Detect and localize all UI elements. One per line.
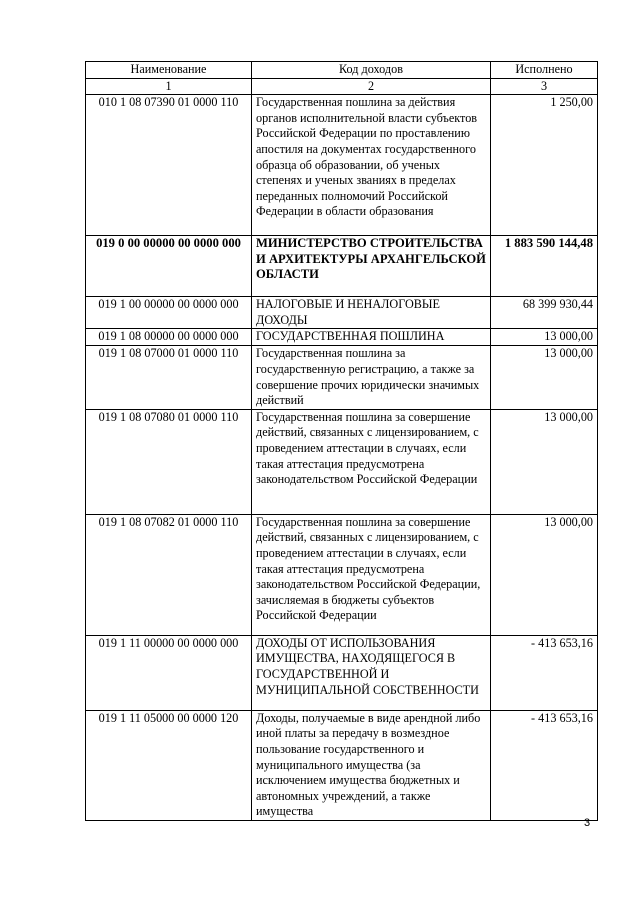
row-amount: 1 250,00 (491, 95, 598, 236)
row-code: 019 1 00 00000 00 0000 000 (86, 297, 252, 329)
table-row (86, 514, 598, 635)
row-amount: 68 399 930,44 (491, 297, 598, 329)
header-name: Наименование (86, 62, 252, 79)
table-row (86, 329, 598, 346)
row-code: 019 1 11 05000 00 0000 120 (86, 710, 252, 820)
table-column-numbers-row (86, 78, 598, 95)
table-row (86, 297, 598, 329)
row-name: ДОХОДЫ ОТ ИСПОЛЬЗОВАНИЯ ИМУЩЕСТВА, НАХОДЯЩЕГОСЯ В ГОСУДАРСТВЕННОЙ И МУНИЦИПАЛЬНОЙ СОБСТВЕННОСТИ (252, 635, 491, 710)
row-name: Государственная пошлина за государственную регистрацию, а также за совершение прочих юридически значимых действий (252, 346, 491, 409)
header-executed: Исполнено (491, 62, 598, 79)
row-amount: 13 000,00 (491, 346, 598, 409)
row-amount: - 413 653,16 (491, 635, 598, 710)
row-amount: - 413 653,16 (491, 710, 598, 820)
table-row (86, 95, 598, 236)
column-number: 2 (252, 78, 491, 95)
table-row (86, 346, 598, 409)
column-number: 1 (86, 78, 252, 95)
column-number: 3 (491, 78, 598, 95)
revenue-table (85, 61, 598, 821)
row-code: 019 1 08 07082 01 0000 110 (86, 514, 252, 635)
row-name: НАЛОГОВЫЕ И НЕНАЛОГОВЫЕ ДОХОДЫ (252, 297, 491, 329)
row-code: 019 1 08 07080 01 0000 110 (86, 409, 252, 514)
row-name: Государственная пошлина за действия органов исполнительной власти субъектов Российской Федерации по проставлению апостиля на документах государственного образца об образовании, об ученых степенях и ученых званиях в пределах переданных полномочий Российской Федерации в области образования (252, 95, 491, 236)
table-row (86, 710, 598, 820)
row-amount: 13 000,00 (491, 329, 598, 346)
row-amount: 1 883 590 144,48 (491, 236, 598, 297)
table-row (86, 236, 598, 297)
row-name: Доходы, получаемые в виде арендной либо иной платы за передачу в возмездное пользование государственного и муниципального имущества (за исключением имущества бюджетных и автономных учреждений, а также имущества (252, 710, 491, 820)
header-code: Код доходов (252, 62, 491, 79)
row-code: 019 0 00 00000 00 0000 000 (86, 236, 252, 297)
row-name: Государственная пошлина за совершение действий, связанных с лицензированием, с проведением аттестации в случаях, если такая аттестация предусмотрена законодательством Российской Федерации (252, 409, 491, 514)
table-header-row (86, 62, 598, 79)
row-name: ГОСУДАРСТВЕННАЯ ПОШЛИНА (252, 329, 491, 346)
row-code: 019 1 08 07000 01 0000 110 (86, 346, 252, 409)
row-amount: 13 000,00 (491, 514, 598, 635)
row-code: 019 1 11 00000 00 0000 000 (86, 635, 252, 710)
row-code: 019 1 08 00000 00 0000 000 (86, 329, 252, 346)
row-code: 010 1 08 07390 01 0000 110 (86, 95, 252, 236)
row-name: МИНИСТЕРСТВО СТРОИТЕЛЬСТВА И АРХИТЕКТУРЫ АРХАНГЕЛЬСКОЙ ОБЛАСТИ (252, 236, 491, 297)
row-name: Государственная пошлина за совершение действий, связанных с лицензированием, с проведением аттестации в случаях, если такая аттестация предусмотрена законодательством Российской Федерации, зачисляемая в бюджеты субъектов Российской Федерации (252, 514, 491, 635)
table-row (86, 409, 598, 514)
page-number: 3 (584, 817, 591, 829)
row-amount: 13 000,00 (491, 409, 598, 514)
table-row (86, 635, 598, 710)
